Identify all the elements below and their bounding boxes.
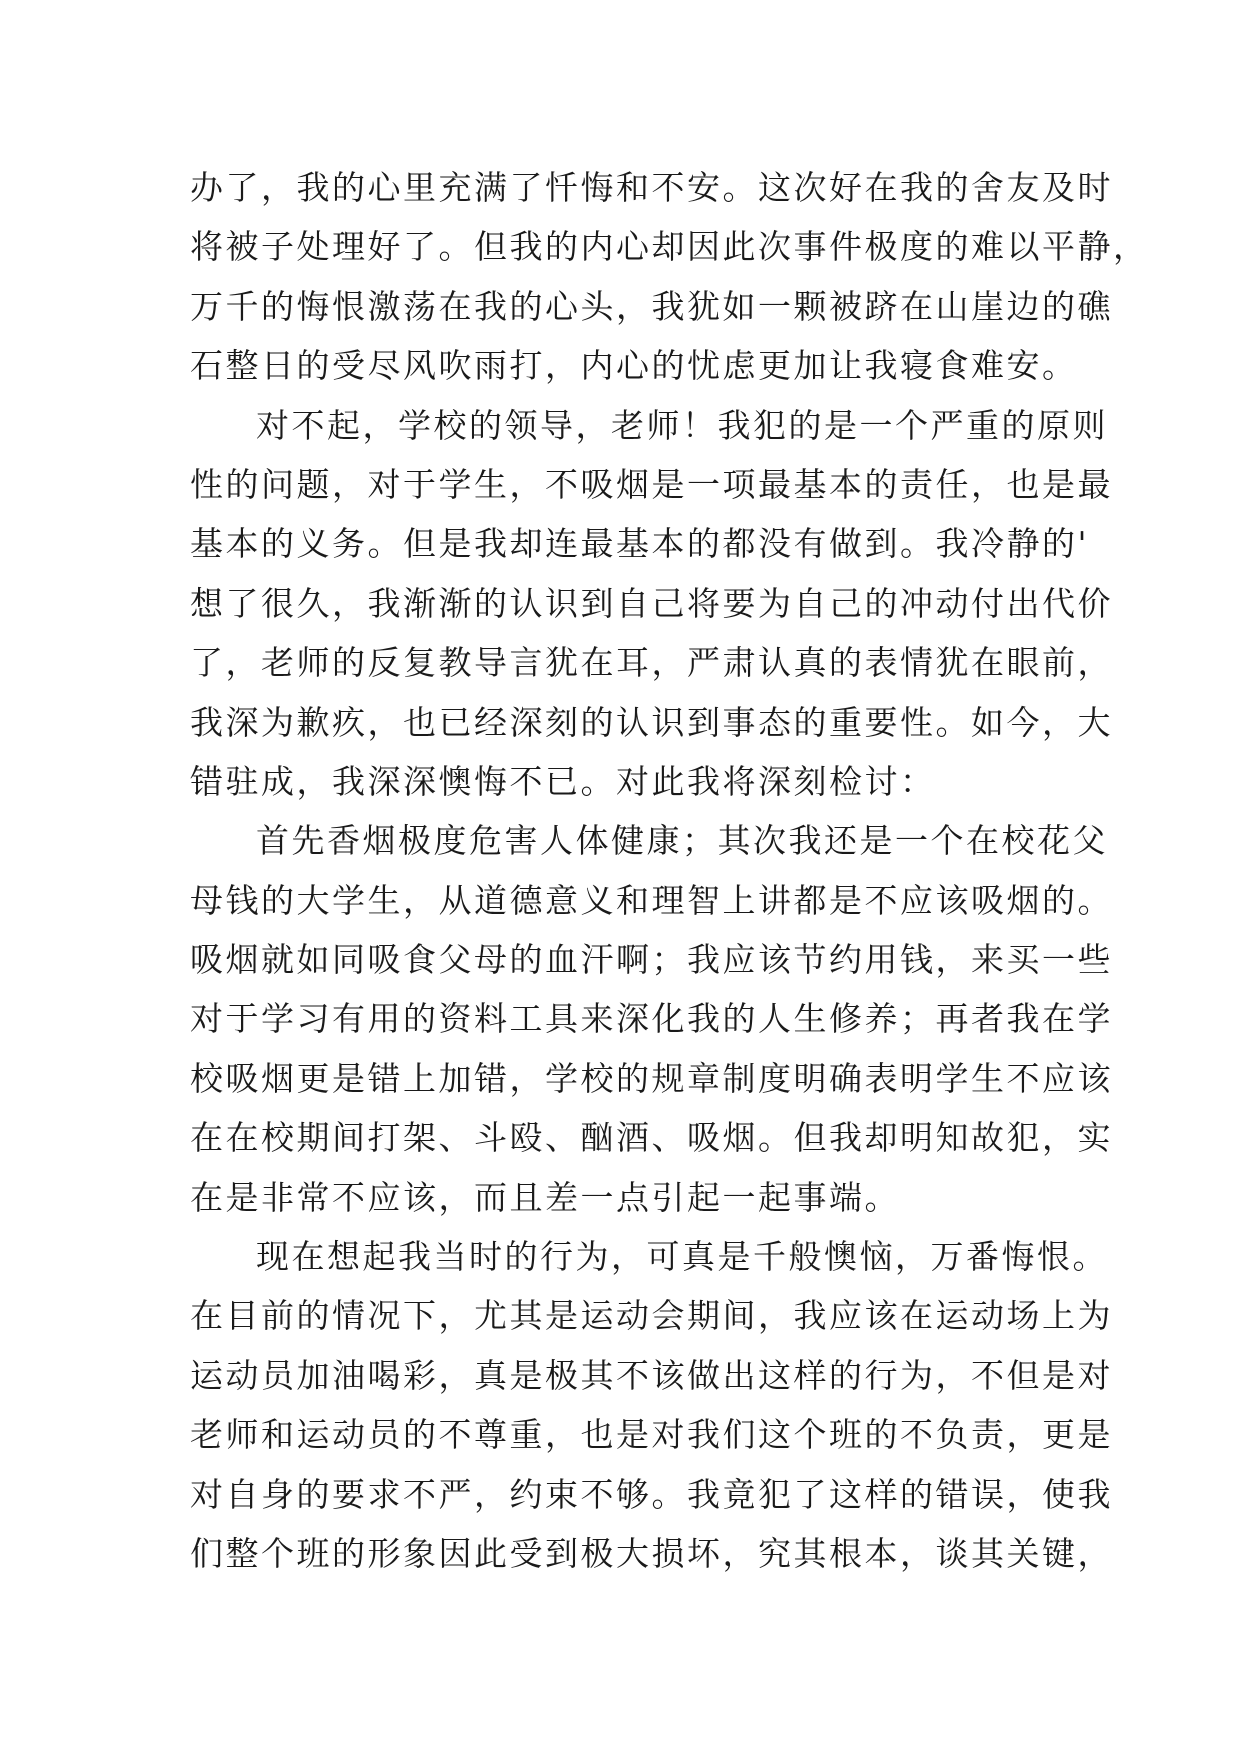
text-line: 在目前的情况下，尤其是运动会期间，我应该在运动场上为 xyxy=(190,1296,1113,1336)
text-line: 对于学习有用的资料工具来深化我的人生修养；再者我在学 xyxy=(190,999,1113,1039)
text-line: 错驻成，我深深懊悔不已。对此我将深刻检讨： xyxy=(190,761,936,801)
text-line: 母钱的大学生，从道德意义和理智上讲都是不应该吸烟的。 xyxy=(190,880,1113,920)
text-line: 万千的悔恨激荡在我的心头，我犹如一颗被跻在山崖边的礁 xyxy=(190,286,1113,326)
text-line: 了，老师的反复教导言犹在耳，严肃认真的表情犹在眼前， xyxy=(190,643,1113,683)
text-line: 办了，我的心里充满了忏悔和不安。这次好在我的舍友及时 xyxy=(190,168,1113,207)
paragraph-first-line: 首先香烟极度危害人体健康；其次我还是一个在校花父 xyxy=(256,821,1108,861)
text-line: 石整日的受尽风吹雨打，内心的忧虑更加让我寝食难安。 xyxy=(190,346,1078,386)
text-line: 在在校期间打架、斗殴、酗酒、吸烟。但我却明知故犯，实 xyxy=(190,1118,1113,1158)
text-line: 运动员加油喝彩，真是极其不该做出这样的行为，不但是对 xyxy=(190,1355,1113,1395)
text-line: 想了很久，我渐渐的认识到自己将要为自己的冲动付出代价 xyxy=(190,583,1113,623)
text-line: 将被子处理好了。但我的内心却因此次事件极度的难以平静， xyxy=(190,227,1149,267)
text-line: 在是非常不应该，而且差一点引起一起事端。 xyxy=(190,1177,900,1217)
text-line: 们整个班的形象因此受到极大损坏，究其根本，谈其关键， xyxy=(190,1533,1113,1573)
text-line: 性的问题，对于学生，不吸烟是一项最基本的责任，也是最 xyxy=(190,464,1113,504)
text-line: 对自身的要求不严，约束不够。我竟犯了这样的错误，使我 xyxy=(190,1474,1113,1514)
text-line: 基本的义务。但是我却连最基本的都没有做到。我冷静的' xyxy=(190,524,1090,564)
paragraph-first-line: 对不起，学校的领导，老师！我犯的是一个严重的原则 xyxy=(256,405,1108,445)
paragraph-first-line: 现在想起我当时的行为，可真是千般懊恼，万番悔恨。 xyxy=(256,1237,1108,1277)
text-line: 吸烟就如同吸食父母的血汗啊；我应该节约用钱，来买一些 xyxy=(190,940,1113,980)
text-line: 老师和运动员的不尊重，也是对我们这个班的不负责，更是 xyxy=(190,1415,1113,1455)
document-body xyxy=(190,158,1149,1583)
text-line: 我深为歉疚，也已经深刻的认识到事态的重要性。如今，大 xyxy=(190,702,1113,742)
text-line: 校吸烟更是错上加错，学校的规章制度明确表明学生不应该 xyxy=(190,1058,1113,1098)
